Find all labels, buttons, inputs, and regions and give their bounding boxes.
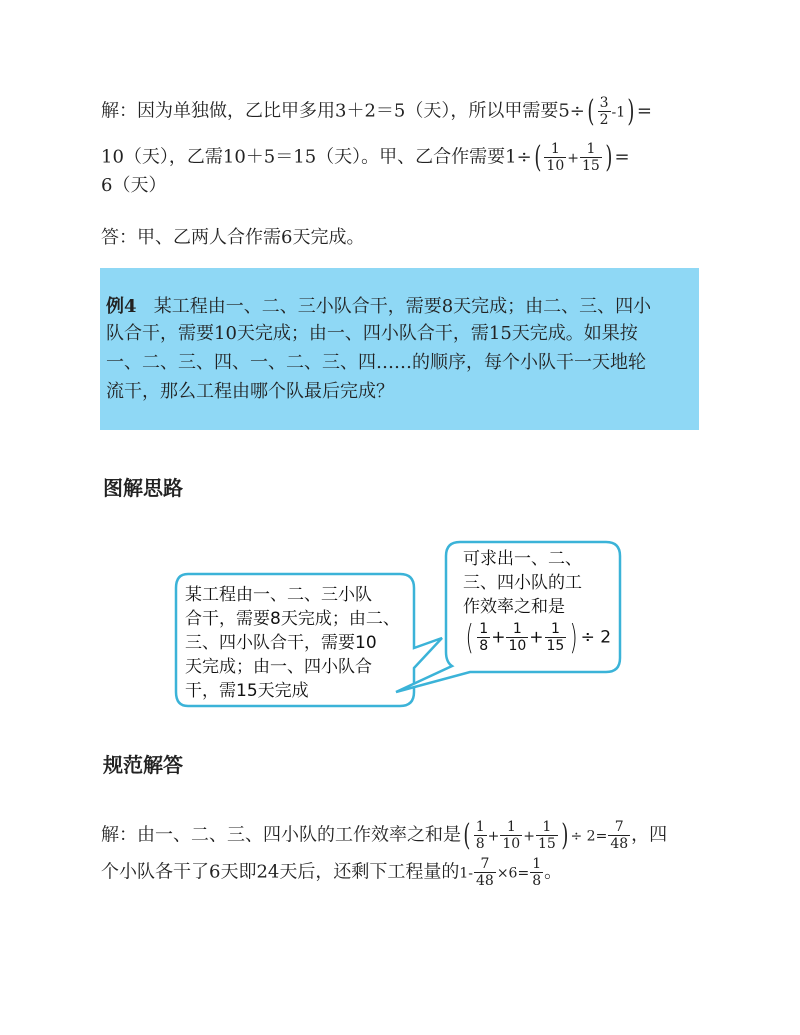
right-bubble-line: 可求出一、二、 — [463, 549, 582, 569]
right-paren: ) — [605, 139, 613, 175]
numerator: 1 — [506, 621, 528, 638]
right-paren: ) — [627, 93, 635, 129]
solution4-line2 — [101, 856, 562, 889]
fraction — [598, 95, 611, 128]
fraction — [474, 819, 487, 852]
right-paren: ) — [561, 817, 569, 853]
denominator: 48 — [610, 836, 629, 852]
fraction — [545, 621, 567, 654]
solution4-line1 — [101, 819, 667, 852]
equals: = — [614, 146, 630, 168]
period: 。 — [544, 861, 563, 883]
left-bubble-line: 某工程由一、二、三小队 — [185, 585, 372, 605]
fraction — [500, 819, 522, 852]
denominator: 48 — [476, 873, 494, 889]
right-paren: ) — [569, 617, 578, 658]
fraction — [477, 621, 490, 654]
fraction — [474, 856, 496, 889]
example4-box — [100, 268, 699, 430]
solution3-line2-text: 10（天），乙需10＋5＝15（天）。甲、乙合作需要1÷ — [101, 146, 532, 168]
denominator: 10 — [508, 638, 527, 654]
heading-diagram: 图解思路 — [103, 476, 183, 500]
plus: + — [487, 828, 500, 845]
example4-line3: 一、二、三、四、一、二、三、四……的顺序，每个小队干一天地轮 — [106, 352, 646, 373]
solution3-answer: 答：甲、乙两人合作需6天完成。 — [101, 227, 365, 248]
denominator: 10 — [546, 158, 565, 174]
left-bubble-line: 天完成；由一、四小队合 — [185, 657, 372, 677]
example4-line1-text: 某工程由一、二、三小队合干，需要8天完成；由二、三、四小 — [153, 296, 652, 317]
solution4-line2-text: 个小队各干了6天即24天后，还剩下工程量的 — [101, 861, 460, 883]
solution3-line1-text: 解：因为单独做，乙比甲多用3＋2＝5（天），所以甲需要5÷ — [101, 100, 585, 122]
left-paren: ( — [465, 617, 474, 658]
numerator: 7 — [608, 819, 630, 836]
left-bubble-line: 三、四小队合干，需要10 — [185, 633, 377, 653]
example4-line4: 流干，那么工程由哪个队最后完成？ — [106, 381, 394, 402]
solution3-line1 — [101, 95, 652, 128]
numerator: 7 — [474, 856, 496, 873]
denominator: 15 — [581, 158, 600, 174]
numerator: 1 — [545, 621, 567, 638]
divide-equals: ÷ 2= — [570, 828, 608, 845]
fraction — [580, 141, 602, 174]
minus-one: -1 — [611, 104, 626, 121]
fraction — [530, 856, 543, 889]
numerator: 3 — [599, 95, 609, 111]
solution4-line1-text: 解：由一、二、三、四小队的工作效率之和是 — [101, 824, 461, 846]
fraction — [544, 141, 566, 174]
numerator: 1 — [475, 819, 485, 835]
times-six: ×6= — [496, 865, 530, 882]
left-bubble-text — [185, 583, 400, 703]
left-paren: ( — [534, 139, 542, 175]
numerator: 1 — [500, 819, 522, 836]
solution3-line2 — [101, 141, 630, 174]
right-bubble-line: 三、四小队的工 — [463, 573, 582, 593]
plus: + — [529, 627, 544, 648]
left-paren: ( — [463, 817, 471, 853]
plus: + — [491, 627, 506, 648]
example4-line2: 队合干，需要10天完成；由一、四小队合干，需15天完成。如果按 — [106, 323, 638, 344]
right-bubble-line: 作效率之和是 — [463, 597, 565, 617]
denominator: 10 — [502, 836, 521, 852]
equals: = — [636, 100, 652, 122]
denominator: 8 — [532, 873, 542, 889]
left-bubble-line: 干，需15天完成 — [185, 681, 309, 701]
numerator: 1 — [532, 856, 542, 872]
line-end: ，四 — [631, 824, 668, 846]
numerator: 1 — [580, 141, 602, 158]
numerator: 1 — [479, 621, 489, 637]
denominator: 8 — [479, 638, 489, 654]
example4-line1 — [106, 296, 651, 318]
heading-solution: 规范解答 — [103, 753, 183, 777]
left-bubble-line: 合干，需要8天完成；由二、 — [185, 609, 400, 629]
example4-label: 例4 — [106, 296, 137, 317]
right-bubble-formula — [463, 617, 612, 658]
numerator: 1 — [544, 141, 566, 158]
fraction — [506, 621, 528, 654]
fraction — [608, 819, 630, 852]
one-minus: 1- — [459, 865, 473, 882]
denominator: 2 — [599, 112, 609, 128]
numerator: 1 — [536, 819, 558, 836]
solution3-line3: 6（天） — [101, 175, 167, 196]
left-paren: ( — [587, 93, 595, 129]
divide-two: ÷ 2 — [580, 627, 612, 648]
fraction — [536, 819, 558, 852]
denominator: 15 — [537, 836, 556, 852]
denominator: 15 — [546, 638, 565, 654]
plus: + — [567, 150, 579, 167]
plus: + — [523, 828, 535, 845]
denominator: 8 — [475, 836, 485, 852]
right-bubble-text — [463, 547, 612, 658]
